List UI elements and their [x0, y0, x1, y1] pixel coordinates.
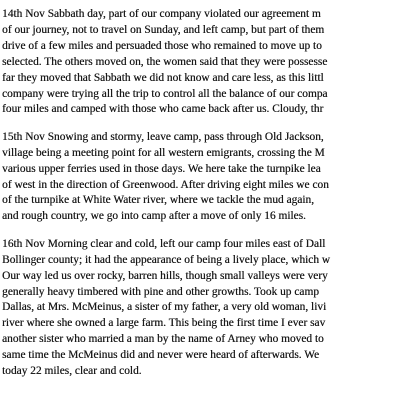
text-line: Bollinger county; it had the appearance of being a lively place, which w	[2, 253, 330, 266]
text-line: another sister who married a man by the name of Arney who moved to	[2, 333, 324, 346]
text-line: 14th Nov Sabbath day, part of our company violated our agreement m	[2, 8, 321, 20]
text-line: today 22 miles, clear and cold.	[2, 365, 142, 378]
entry-15th-nov	[2, 130, 400, 225]
text-line: and rough country, we go into camp after a move of only 16 miles.	[2, 210, 306, 223]
text-line: of the turnpike at White Water river, where we tackle the mud again,	[2, 194, 314, 207]
entry-14th-nov	[2, 7, 400, 118]
text-line: four miles and camped with those who came back after us. Cloudy, thr	[2, 103, 324, 116]
text-line: company were trying all the trip to control all the balance of our compa	[2, 87, 328, 100]
text-line: generally heavy timbered with pine and other growths. Took up camp	[2, 285, 319, 298]
text-line: drive of a few miles and persuaded those who remained to move up to	[2, 39, 322, 52]
text-line: various upper ferries used in those days. We here take the turnpike lea	[2, 162, 321, 175]
text-line: far they moved that Sabbath we did not know and care less, as this littl	[2, 71, 324, 84]
entry-16th-nov	[2, 237, 400, 380]
text-line: river where she owned a large farm. This being the first time I ever sav	[2, 317, 326, 330]
text-line: of west in the direction of Greenwood. After driving eight miles we con	[2, 178, 329, 191]
text-line: same time the McMeinus did and never were heard of afterwards. We	[2, 349, 320, 362]
text-line: Dallas, at Mrs. McMeinus, a sister of my father, a very old woman, livi	[2, 301, 327, 314]
text-line: Our way led us over rocky, barren hills, though small valleys were very	[2, 269, 328, 282]
text-line: 16th Nov Morning clear and cold, left our camp four miles east of Dall	[2, 237, 326, 250]
text-line: of our journey, not to travel on Sunday, and left camp, but part of them	[2, 23, 325, 36]
text-line: village being a meeting point for all western emigrants, crossing the M	[2, 146, 325, 159]
text-line: selected. The others moved on, the women said that they were possesse	[2, 55, 328, 68]
text-line: 15th Nov Snowing and stormy, leave camp, pass through Old Jackson,	[2, 130, 324, 143]
journal-page	[2, 7, 400, 400]
